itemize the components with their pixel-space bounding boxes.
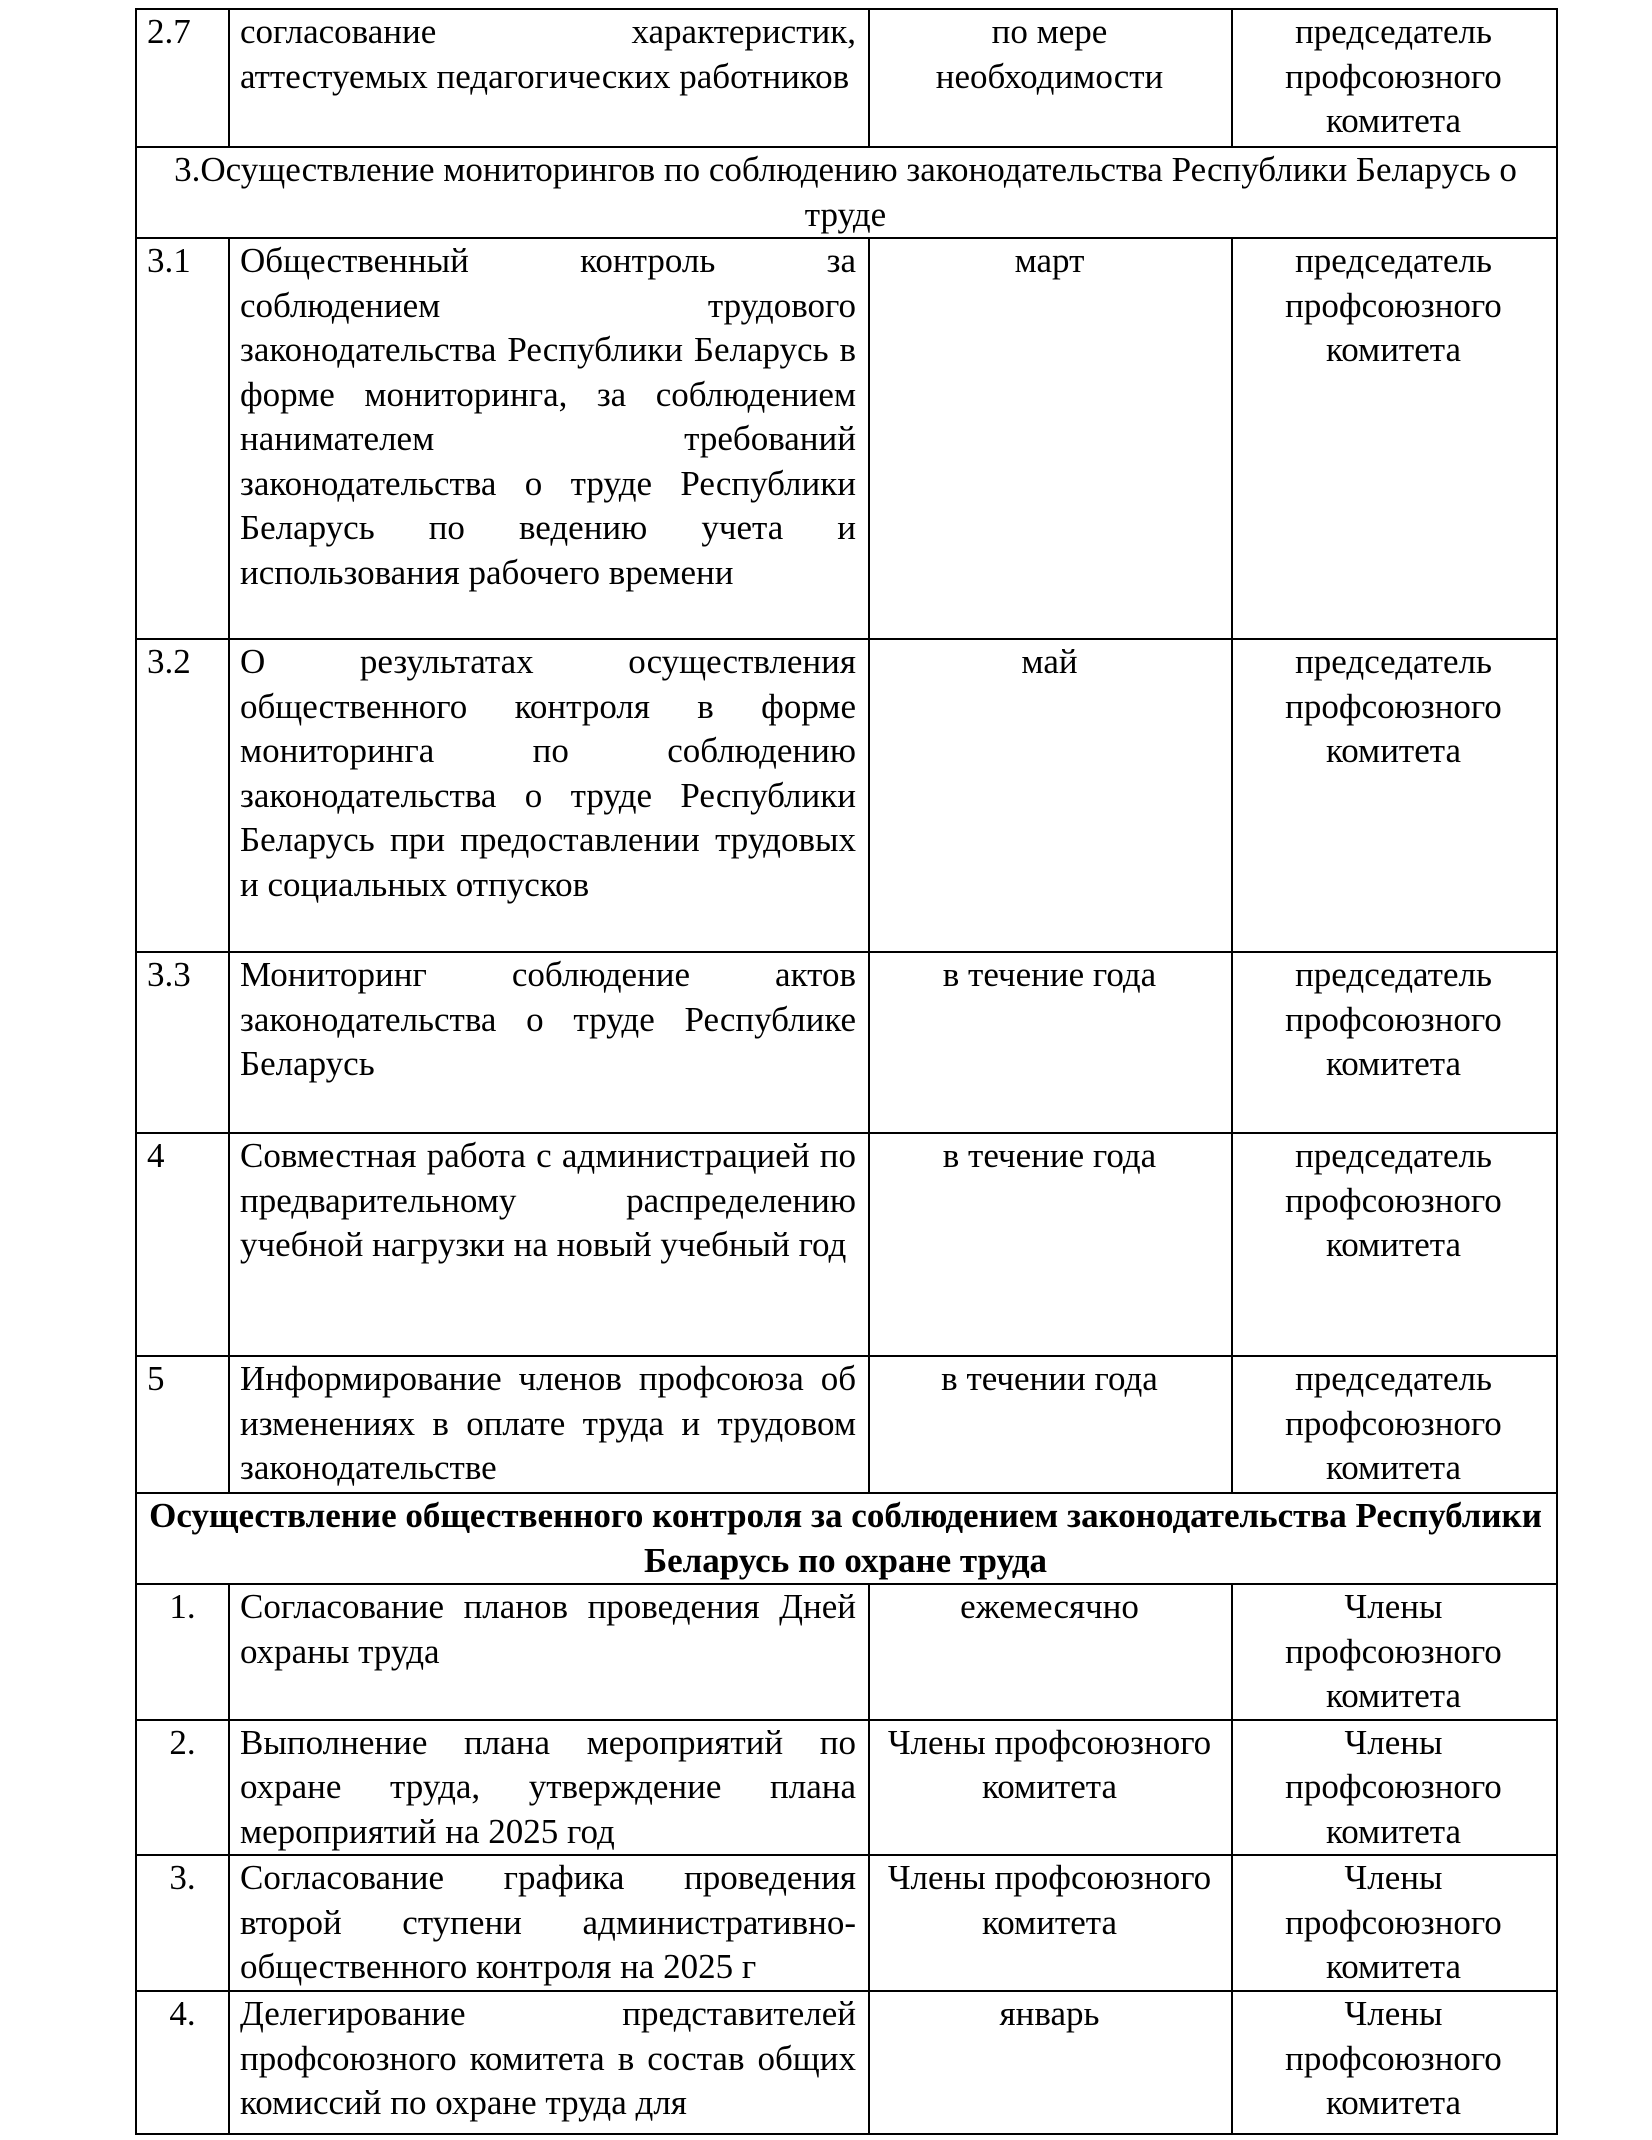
table-row	[136, 1356, 1557, 1493]
activity-text: Выполнение плана мероприятий по охране труда, утверждение плана мероприятий на 2025 год	[229, 1720, 869, 1856]
table-row	[136, 639, 1557, 952]
term-cell: по мере необходимости	[869, 9, 1232, 147]
plan-table	[135, 8, 1558, 2135]
activity-text: Совместная работа с администрацией по предварительному распределению учебной нагрузки на новый учебный год	[229, 1133, 869, 1356]
row-number: 4	[136, 1133, 229, 1356]
responsible-cell: председатель профсоюзного комитета	[1232, 1356, 1557, 1493]
row-number: 4.	[136, 1991, 229, 2134]
responsible-cell: Члены профсоюзного комитета	[1232, 1855, 1557, 1991]
row-number: 5	[136, 1356, 229, 1493]
responsible-cell: Члены профсоюзного комитета	[1232, 1991, 1557, 2134]
row-number: 3.1	[136, 238, 229, 639]
row-number: 3.3	[136, 952, 229, 1133]
row-number: 2.	[136, 1720, 229, 1856]
table-row	[136, 238, 1557, 639]
table-row	[136, 952, 1557, 1133]
table-row	[136, 1584, 1557, 1720]
responsible-cell: председатель профсоюзного комитета	[1232, 639, 1557, 952]
row-number: 3.2	[136, 639, 229, 952]
activity-text: Общественный контроль за соблюдением трудового законодательства Республики Беларусь в форме мониторинга, за соблюдением нанимателем требований законодательства о труде Республики Беларусь по ведению учета и использования рабочего времени	[229, 238, 869, 639]
table-row	[136, 1991, 1557, 2134]
row-number: 2.7	[136, 9, 229, 147]
term-cell: май	[869, 639, 1232, 952]
section-row	[136, 1493, 1557, 1584]
activity-text: Делегирование представителей профсоюзного комитета в состав общих комиссий по охране труда для	[229, 1991, 869, 2134]
term-cell: в течении года	[869, 1356, 1232, 1493]
activity-text: О результатах осуществления общественного контроля в форме мониторинга по соблюдению законодательства о труде Республики Беларусь при предоставлении трудовых и социальных отпусков	[229, 639, 869, 952]
row-number: 3.	[136, 1855, 229, 1991]
activity-text: согласование характеристик, аттестуемых педагогических работников	[229, 9, 869, 147]
section-heading: Осуществление общественного контроля за соблюдением законодательства Республики Беларусь по охране труда	[136, 1493, 1557, 1584]
section-row	[136, 147, 1557, 238]
table-row	[136, 1855, 1557, 1991]
term-cell: Члены профсоюзного комитета	[869, 1855, 1232, 1991]
table-row	[136, 9, 1557, 147]
responsible-cell: председатель профсоюзного комитета	[1232, 1133, 1557, 1356]
term-cell: январь	[869, 1991, 1232, 2134]
responsible-cell: председатель профсоюзного комитета	[1232, 238, 1557, 639]
term-cell: ежемесячно	[869, 1584, 1232, 1720]
activity-text: Согласование планов проведения Дней охраны труда	[229, 1584, 869, 1720]
activity-text: Информирование членов профсоюза об изменениях в оплате труда и трудовом законодательстве	[229, 1356, 869, 1493]
table-row	[136, 1133, 1557, 1356]
activity-text: Согласование графика проведения второй ступени административно-общественного контроля на 2025 г	[229, 1855, 869, 1991]
row-number: 1.	[136, 1584, 229, 1720]
responsible-cell: председатель профсоюзного комитета	[1232, 952, 1557, 1133]
term-cell: в течение года	[869, 952, 1232, 1133]
term-cell: в течение года	[869, 1133, 1232, 1356]
term-cell: март	[869, 238, 1232, 639]
table-row	[136, 1720, 1557, 1856]
responsible-cell: председатель профсоюзного комитета	[1232, 9, 1557, 147]
term-cell: Члены профсоюзного комитета	[869, 1720, 1232, 1856]
responsible-cell: Члены профсоюзного комитета	[1232, 1584, 1557, 1720]
section-heading: 3.Осуществление мониторингов по соблюдению законодательства Республики Беларусь о труде	[136, 147, 1557, 238]
activity-text: Мониторинг соблюдение актов законодательства о труде Республике Беларусь	[229, 952, 869, 1133]
responsible-cell: Члены профсоюзного комитета	[1232, 1720, 1557, 1856]
